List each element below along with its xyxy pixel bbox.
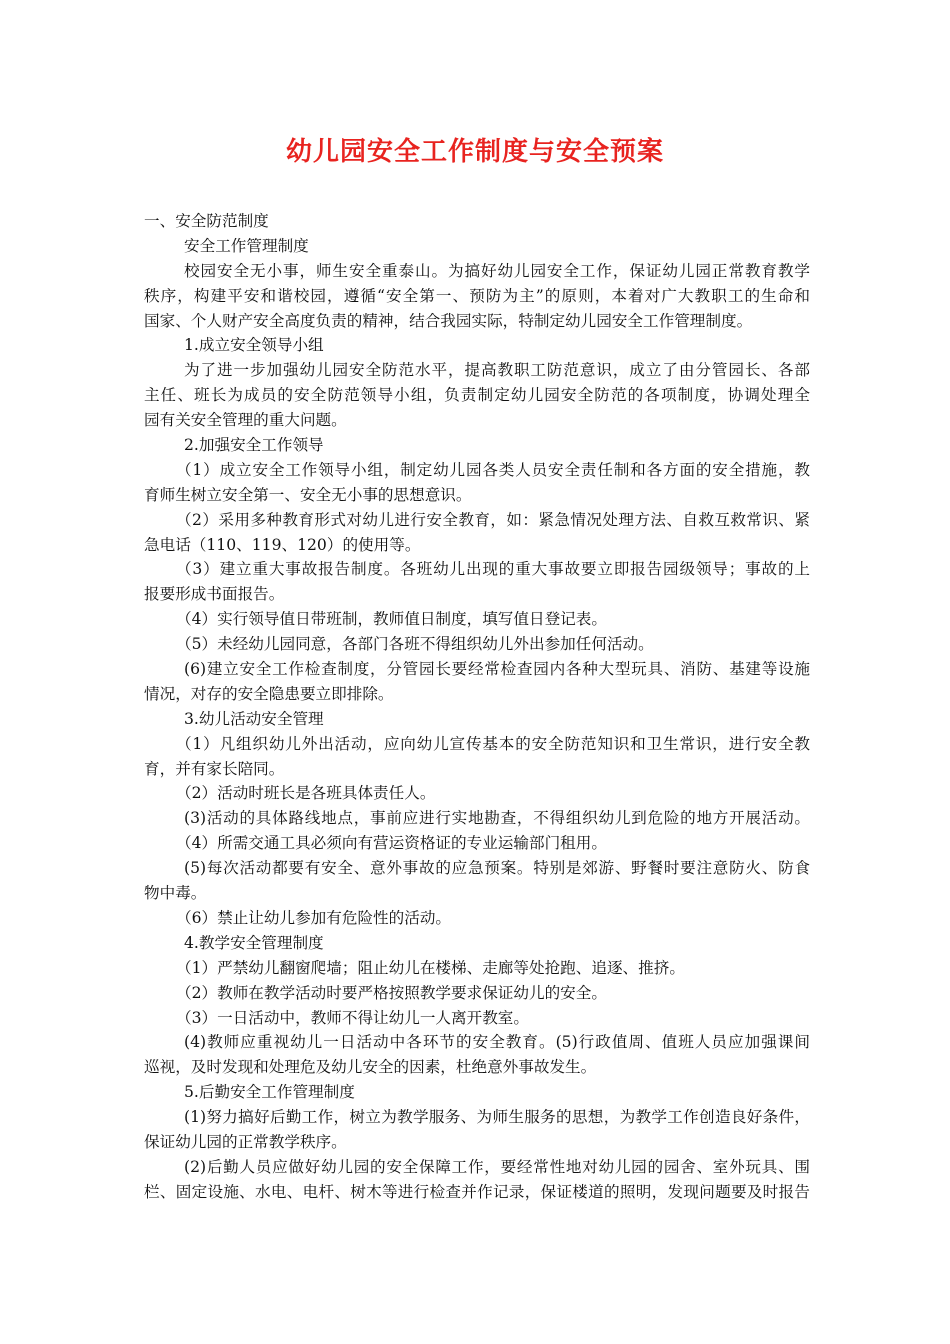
paragraph-line: （2）采用多种教育形式对幼儿进行安全教育，如：紧急情况处理方法、自救互救常识、紧 [176, 510, 810, 529]
paragraph-line: （1）凡组织幼儿外出活动，应向幼儿宣传基本的安全防范知识和卫生常识，进行安全教 [176, 734, 810, 753]
paragraph-line: （1）成立安全工作领导小组，制定幼儿园各类人员安全责任制和各方面的安全措施，教 [176, 460, 810, 479]
paragraph-line: 急电话（110、119、120）的使用等。 [144, 535, 421, 554]
document-title: 幼儿园安全工作制度与安全预案 [285, 137, 664, 167]
document-body [144, 209, 810, 1205]
paragraph-line: （2）活动时班长是各班具体责任人。 [176, 784, 436, 803]
paragraph-line: （6）禁止让幼儿参加有危险性的活动。 [176, 908, 452, 927]
paragraph-line: （4）实行领导值日带班制，教师值日制度，填写值日登记表。 [176, 610, 607, 629]
paragraph-line: 安全工作管理制度 [184, 236, 309, 255]
paragraph-line: （3）一日活动中，教师不得让幼儿一人离开教室。 [176, 1008, 529, 1027]
paragraph-line: （2）教师在教学活动时要严格按照教学要求保证幼儿的安全。 [176, 983, 607, 1002]
paragraph-line: 1.成立安全领导小组 [184, 336, 324, 355]
paragraph-line: (4)教师应重视幼儿一日活动中各环节的安全教育。(5)行政值周、值班人员应加强课间 [184, 1033, 810, 1052]
paragraph-line: 物中毒。 [144, 884, 207, 903]
paragraph-line: 3.幼儿活动安全管理 [184, 709, 324, 728]
paragraph-line: 育师生树立安全第一、安全无小事的思想意识。 [144, 485, 472, 504]
paragraph-line: 育，并有家长陪同。 [144, 759, 285, 778]
paragraph-line: 园有关安全管理的重大问题。 [144, 411, 347, 430]
paragraph-line: (6)建立安全工作检查制度，分管园长要经常检查园内各种大型玩具、消防、基建等设施 [184, 660, 810, 679]
paragraph-line: 为了进一步加强幼儿园安全防范水平，提高教职工防范意识，成立了由分管园长、各部 [184, 361, 810, 380]
paragraph-line: 4.教学安全管理制度 [184, 933, 324, 952]
paragraph-line: （1）严禁幼儿翻窗爬墙；阻止幼儿在楼梯、走廊等处抢跑、追逐、推挤。 [176, 958, 685, 977]
paragraph-line: 5.后勤安全工作管理制度 [184, 1083, 355, 1102]
paragraph-line: 一、安全防范制度 [144, 212, 269, 230]
paragraph-line: 校园安全无小事，师生安全重泰山。为搞好幼儿园安全工作，保证幼儿园正常教育教学 [184, 261, 810, 280]
paragraph-line: (2)后勤人员应做好幼儿园的安全保障工作，要经常性地对幼儿园的园舍、室外玩具、围 [184, 1157, 810, 1176]
paragraph-line: （5）未经幼儿园同意，各部门各班不得组织幼儿外出参加任何活动。 [176, 635, 654, 654]
paragraph-line: 情况，对存的安全隐患要立即排除。 [144, 684, 394, 703]
paragraph-line: 国家、个人财产安全高度负责的精神，结合我园实际，特制定幼儿园安全工作管理制度。 [144, 311, 753, 330]
paragraph-line: (5)每次活动都要有安全、意外事故的应急预案。特别是郊游、野餐时要注意防火、防食 [184, 859, 810, 878]
paragraph-line: 报要形成书面报告。 [144, 585, 285, 604]
paragraph-line: 保证幼儿园的正常教学秩序。 [144, 1132, 347, 1151]
paragraph-line: 栏、固定设施、水电、电杆、树木等进行检查并作记录，保证楼道的照明，发现问题要及时报告 [144, 1182, 810, 1201]
paragraph-line: 主任、班长为成员的安全防范领导小组，负责制定幼儿园安全防范的各项制度，协调处理全 [144, 386, 810, 405]
paragraph-line: 巡视，及时发现和处理危及幼儿安全的因素，杜绝意外事故发生。 [144, 1058, 597, 1077]
paragraph-line: (1)努力搞好后勤工作，树立为教学服务、为师生服务的思想，为教学工作创造良好条件， [184, 1108, 810, 1127]
paragraph-line: (3)活动的具体路线地点，事前应进行实地勘查，不得组织幼儿到危险的地方开展活动。 [184, 809, 810, 828]
paragraph-line: （4）所需交通工具必须向有营运资格证的专业运输部门租用。 [176, 834, 607, 853]
paragraph-line: （3）建立重大事故报告制度。各班幼儿出现的重大事故要立即报告园级领导；事故的上 [176, 560, 810, 579]
paragraph-line: 2.加强安全工作领导 [184, 436, 324, 455]
paragraph-line: 秩序，构建平安和谐校园，遵循“安全第一、预防为主”的原则，本着对广大教职工的生命和 [144, 286, 810, 305]
